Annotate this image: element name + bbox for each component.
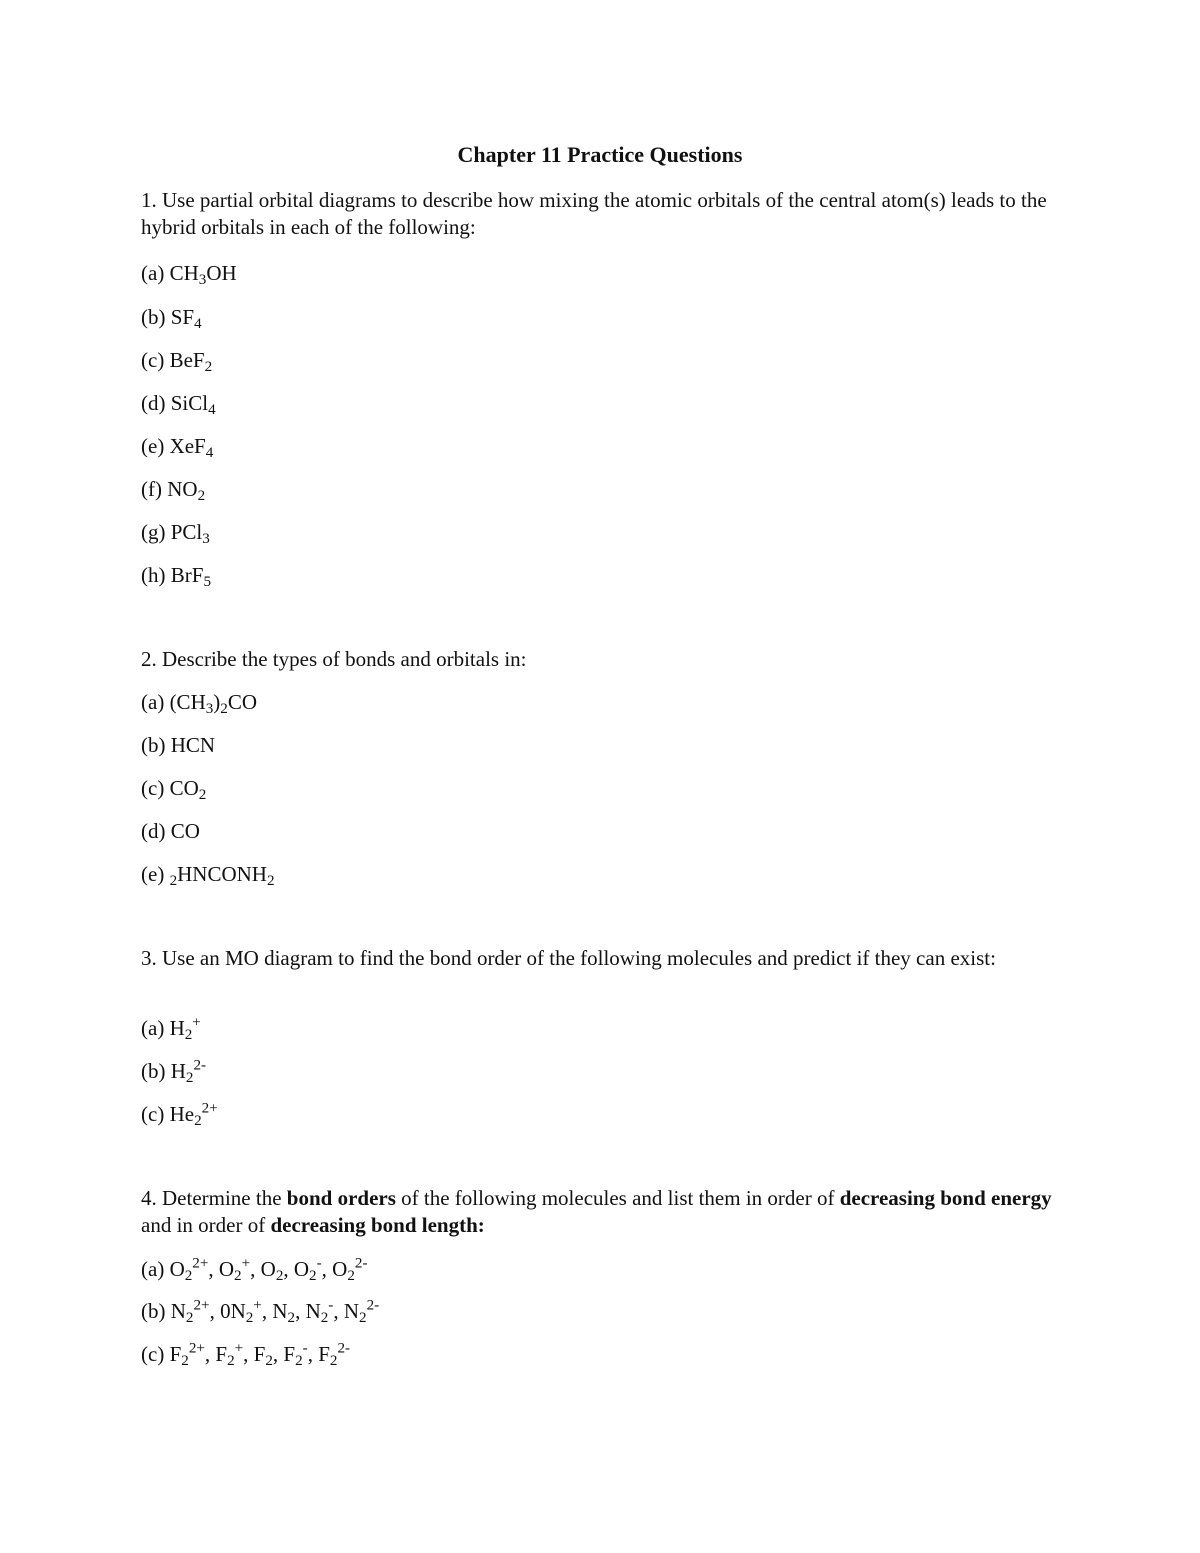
- q1-item-c: (c) BeF$_2$: [141, 348, 213, 375]
- q1-item-f: (f) $NO_2$: [141, 477, 206, 504]
- q1-item-b: (b) $SF_4$: [141, 305, 202, 332]
- q3-item-a: (a) $H_2^+$: [141, 1014, 201, 1043]
- q4-item-c: (c) $F_2^{2+}$, $F_2^+$, $F_2$, $F_2^-$, $F_2^{2-}$: [141, 1340, 351, 1369]
- question-4-text: 4. Determine the bond orders of the following molecules and list them in order of decreasing bond energy and in order of decreasing bond length:: [141, 1186, 1052, 1237]
- q4-item-b: (b) $N_2^{2+}$, $0N_2^+$, $N_2$, $N_2^-$, $N_2^{2-}$: [141, 1297, 380, 1326]
- q1-item-a: (a) $CH_3OH$: [141, 261, 237, 288]
- q1-item-d: (d) SiCl$_4$: [141, 391, 216, 418]
- question-3-text: 3. Use an MO diagram to find the bond order of the following molecules and predict if they can exist:: [141, 946, 996, 970]
- q2-item-b: (b) HCN: [141, 733, 216, 757]
- q1-item-h: (h) BrF$_5$: [141, 563, 211, 590]
- q2-item-d: (d) CO: [141, 819, 200, 843]
- q3-item-c: (c) $He_2^{2+}$: [141, 1100, 218, 1129]
- q3-item-b: (b) $H_2^{2-}$: [141, 1057, 207, 1086]
- q2-item-e: (e) $_2HNCONH_2$: [141, 862, 275, 889]
- question-2-text: 2. Describe the types of bonds and orbitals in:: [141, 647, 527, 671]
- q2-item-a: (a) $(CH_3)_2CO$: [141, 690, 258, 717]
- question-1-text: 1. Use partial orbital diagrams to describe how mixing the atomic orbitals of the central atom(s) leads to the hybrid orbitals in each of the following:: [141, 188, 1047, 239]
- q1-item-g: (g) PCl$_3$: [141, 520, 210, 547]
- page-title: Chapter 11 Practice Questions: [457, 142, 743, 167]
- q1-item-e: (e) XeF$_4$: [141, 434, 214, 461]
- q4-item-a: (a) $O_2^{2+}$, $O_2^+$, $O_2$, $O_2^-$, $O_2^{2-}$: [141, 1255, 368, 1284]
- q2-item-c: (c) $CO_2$: [141, 776, 207, 803]
